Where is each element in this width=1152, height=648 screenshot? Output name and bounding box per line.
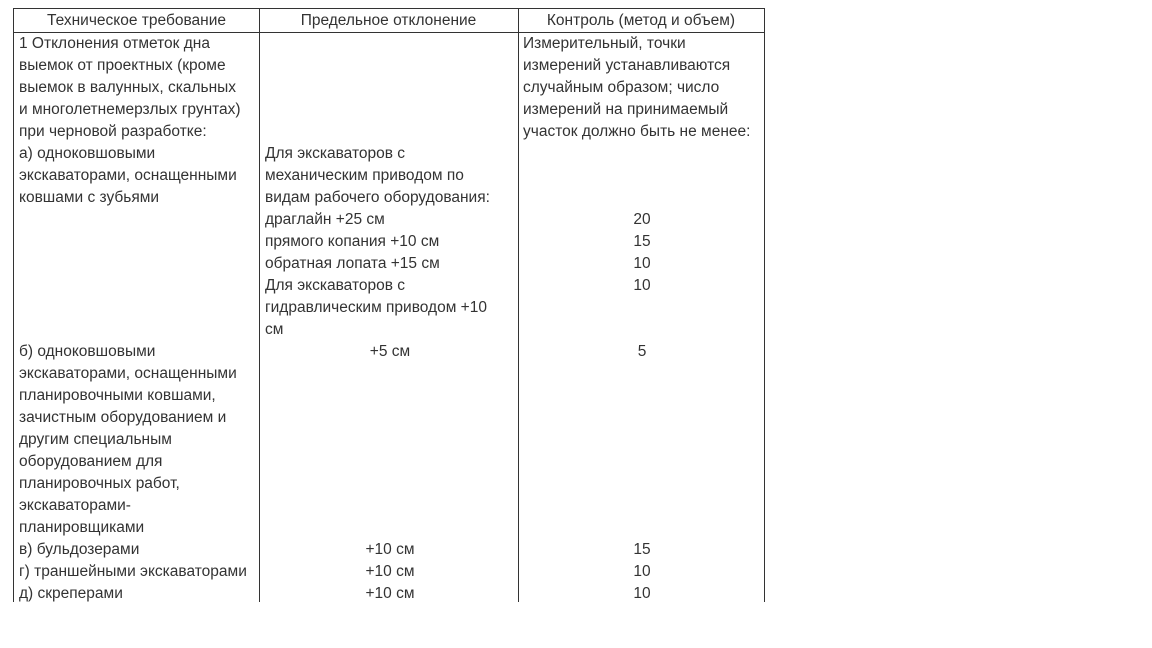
requirement-text: при черновой разработке: (19, 123, 207, 140)
requirement-text: б) одноковшовыми (19, 343, 156, 360)
requirement-text: планировщиками (19, 519, 145, 536)
control-text: измерений на принимаемый (523, 101, 729, 118)
requirement-text: другим специальным (19, 431, 172, 448)
deviation-text: Для экскаваторов с (265, 145, 406, 162)
control-value: 20 (633, 211, 651, 228)
requirement-text: и многолетнемерзлых грунтах) (19, 101, 241, 118)
control-value: 5 (637, 343, 647, 360)
control-text: Измерительный, точки (523, 35, 686, 52)
deviation-text: прямого копания +10 см (265, 233, 440, 250)
control-text: участок должно быть не менее: (523, 123, 751, 140)
requirement-text: зачистным оборудованием и (19, 409, 227, 426)
requirement-text: ковшами с зубьями (19, 189, 160, 206)
deviation-text: см (265, 321, 284, 338)
requirement-text: экскаваторами, оснащенными (19, 365, 237, 382)
control-value: 10 (633, 585, 651, 602)
deviation-value: +10 см (365, 563, 415, 580)
deviation-text: гидравлическим приводом +10 (265, 299, 487, 316)
deviation-text: видам рабочего оборудования: (265, 189, 490, 206)
deviation-value: +5 см (369, 343, 411, 360)
control-value: 15 (633, 233, 651, 250)
requirement-text: выемок от проектных (кроме (19, 57, 226, 74)
requirement-text: 1 Отклонения отметок дна (19, 35, 210, 52)
column-divider (259, 9, 260, 602)
requirement-text: а) одноковшовыми (19, 145, 156, 162)
requirement-text: г) траншейными экскаваторами (19, 563, 247, 580)
header-deviation: Предельное отклонение (300, 12, 477, 29)
requirement-text: выемок в валунных, скальных (19, 79, 237, 96)
column-divider (518, 9, 519, 602)
control-value: 10 (633, 255, 651, 272)
tolerance-table (13, 8, 765, 602)
deviation-value: +10 см (365, 585, 415, 602)
requirement-text: оборудованием для (19, 453, 163, 470)
control-text: измерений устанавливаются (523, 57, 731, 74)
deviation-text: обратная лопата +15 см (265, 255, 440, 272)
requirement-text: планировочными ковшами, (19, 387, 216, 404)
deviation-text: драглайн +25 см (265, 211, 385, 228)
control-value: 10 (633, 563, 651, 580)
control-value: 10 (633, 277, 651, 294)
control-text: случайным образом; число (523, 79, 720, 96)
deviation-text: механическим приводом по (265, 167, 464, 184)
header-control: Контроль (метод и объем) (546, 12, 736, 29)
requirement-text: д) скреперами (19, 585, 123, 602)
control-value: 15 (633, 541, 651, 558)
deviation-text: Для экскаваторов с (265, 277, 406, 294)
requirement-text: в) бульдозерами (19, 541, 140, 558)
requirement-text: экскаваторами, оснащенными (19, 167, 237, 184)
requirement-text: экскаваторами- (19, 497, 131, 514)
requirement-text: планировочных работ, (19, 475, 180, 492)
header-requirement: Техническое требование (47, 12, 226, 29)
deviation-value: +10 см (365, 541, 415, 558)
